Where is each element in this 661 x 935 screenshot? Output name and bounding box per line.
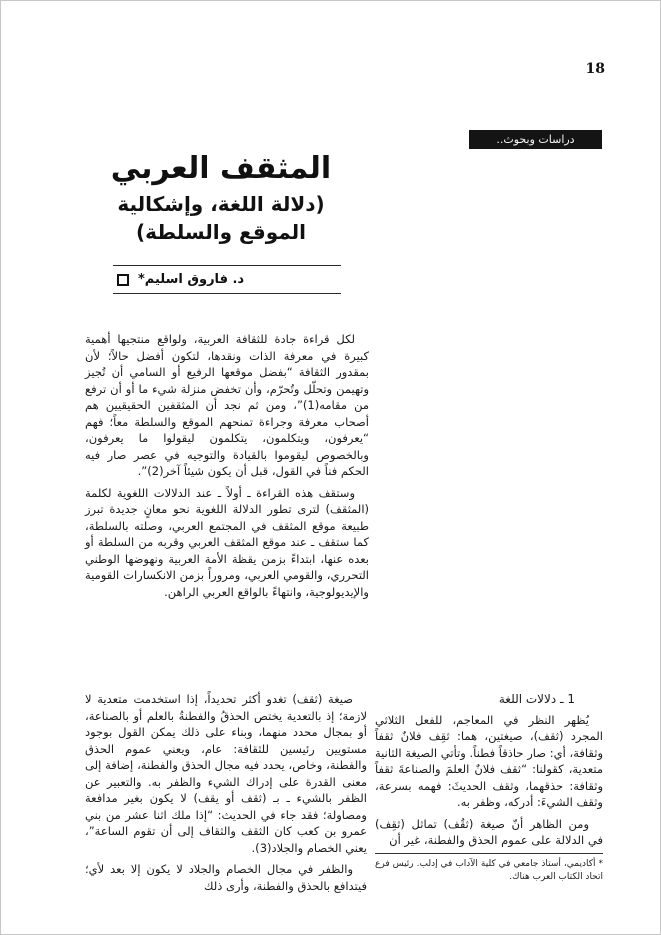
- article-title: المثقف العربي: [110, 151, 332, 186]
- page-number: 18: [585, 61, 605, 77]
- title-block: [96, 149, 346, 245]
- right-column: [375, 691, 603, 854]
- article-subtitle-line-2: الموقع والسلطة): [135, 220, 307, 244]
- author-block: [113, 265, 341, 294]
- section-heading: 1 ـ دلالات اللغة: [498, 692, 575, 706]
- paragraph: يُظهر النظر في المعاجم، للفعل الثلاثي المجرد (ثقف)، صيغتين، هما: ثقِف فلانٌ ثقفاً وثقافة، أي: صار حاذقاً فطناً. وتأتي الصيغة الثانية متعدية، كقولنا: “ثقف فلانٌ العلمَ والصناعةَ ثقفاً وثقافة: حذقهما، وثقف الحديثَ: فهمه بسرعة، وثقف الشيءَ: أدركه، وظفر به.: [375, 712, 603, 809]
- article-subtitle-line-1: (دلالة اللغة، وإشكالية: [117, 192, 325, 216]
- paragraph: صيغة (ثقف) تغدو أكثر تحديداً، إذا استخدمت متعدية لا لازمة؛ إذ بالتعدية يختص الحذقُ والفطنةُ بالعلم أو بالصناعة، أو بمجال محدد منهما، وبناء على ذلك يمكن القول بوجود مستويين رئيسين للثقافة: عام، ويعني عموم الحذق والفطنة، وخاص، يحدد فيه مجال الحذق والفطنة، إضافة إلى معنى القدرة على إدراك الشيء والظفر به. والتعبير عن الظفر بالشيء ـ بـ (ثقف أو يقف) لا يكون بغير مدافعة ومصاولة؛ فقد جاء في الحديث: “إذا ملك اثنا عشر من بني عمرو بن كعب كان الثقف والثقاف إلى أن تقوم الساعة”، يعني الخصام والجلاد(3).: [85, 692, 367, 855]
- paragraph: والظفر في مجال الخصام والجلاد لا يكون إلا بعد لأي؛ فيتدافع بالحذق والفطنة، وأرى ذلك: [85, 862, 367, 893]
- intro-section: [85, 331, 369, 605]
- paragraph: لكل قراءة جادة للثقافة العربية، ولواقع منتجيها أهمية كبيرة في معرفة الذات ونقدها، لتكون أفضل حالاً؛ لأن بمقدور الثقافة “بفضل موقعها الرفيع أو السامي أن تُجيز وتهيمن وتحلّل وتُحرّم، وأن تخفض منزلة شيء ما أو أن ترفع من مقامه(1)”، ومن ثم نجد أن المثقفين الحقيقيين هم أصحاب معرفة وجراءة تمنحهم الموقع والسلطة معاً؛ فهم “يعرفون، ويتكلمون، يتكلمون ليقولوا ما يعرفون، وبالخصوص ليقوموا بالقيادة والتوجيه في عصر صار فيه الحكم فناً في القول، قبل أن يكون شيئاً آخر(2)”.: [85, 332, 369, 478]
- square-bullet-icon: [117, 274, 129, 286]
- author-name: د. فاروق اسليم*: [138, 272, 245, 287]
- paragraph: وستقف هذه القراءة ـ أولاً ـ عند الدلالات اللغوية لكلمة (المثقف) لترى تطور الدلالة اللغوية نحو معانٍ جديدة تبرز طبيعة موقع المثقف في المجتمع العربي، وصلته بالسلطة، كما ستقف ـ عند موقع المثقف العربي وقربه من السلطة أو بعده عنها، ابتداءً بزمن يقظة الأمة العربية ونهوضها الوطني التحرري، والقومي العربي، ومروراً بزمن الانكسارات القومية والإيديولوجية، وانتهاءً بالواقع العربي الراهن.: [85, 485, 369, 599]
- paragraph: ومن الظاهر أنّ صيغة (ثقُف) تماثل (ثقِف) في الدلالة على عموم الحذق والفطنة، غير أن: [375, 816, 603, 847]
- section-label: دراسات وبحوث..: [469, 130, 602, 149]
- footnote: * أكاديمي، أستاذ جامعي في كلية الآداب في إدلب. رئيس فرع اتحاد الكتاب العرب هناك.: [375, 853, 603, 884]
- left-column: [85, 691, 367, 899]
